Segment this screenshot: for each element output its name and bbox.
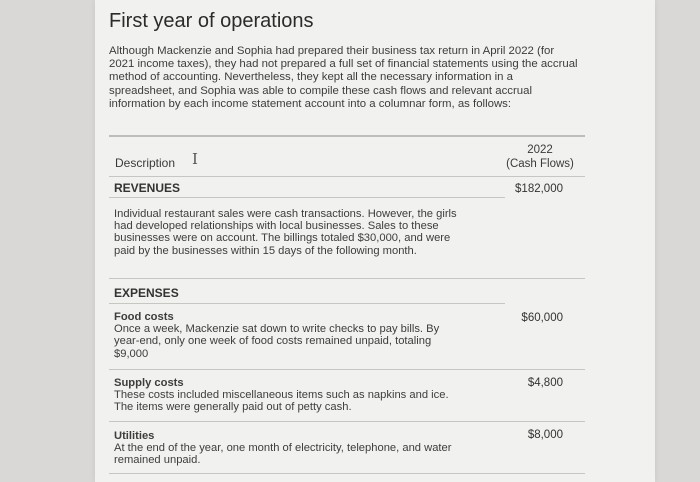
utilities-item bbox=[114, 430, 464, 467]
intro-paragraph: Although Mackenzie and Sophia had prepared their business tax return in April 2022 (for 2021 income taxes), they had not prepared a full set of financial statements using the accrual method of accounting. Nevertheless, they kept all the necessary information in a spreadsheet, and Sophia was able to compile these cash flows and relevant accrual information by each income statement account into a columnar form, as follows: bbox=[109, 45, 578, 110]
expenses-label: EXPENSES bbox=[114, 286, 179, 300]
supply-rule bbox=[109, 421, 585, 422]
supply-costs-amount: $4,800 bbox=[527, 377, 563, 389]
supply-costs-title: Supply costs bbox=[114, 377, 184, 389]
utilities-note: At the end of the year, one month of electricity, telephone, and water remained unpaid. bbox=[114, 442, 452, 467]
supply-costs-note: These costs included miscellaneous items such as napkins and ice. The items were generally paid out of petty cash. bbox=[114, 389, 449, 414]
bottom-rule bbox=[109, 473, 585, 474]
section-rule bbox=[109, 278, 585, 279]
table-top-rule bbox=[109, 135, 585, 137]
page-title: First year of operations bbox=[109, 10, 314, 32]
document-page bbox=[95, 0, 655, 482]
food-costs-title: Food costs bbox=[114, 311, 174, 323]
utilities-title: Utilities bbox=[114, 430, 155, 442]
header-rule bbox=[109, 176, 585, 177]
food-costs-note: Once a week, Mackenzie sat down to write checks to pay bills. By year-end, only one week of food costs remained unpaid, totaling $9,000 bbox=[114, 323, 440, 360]
utilities-amount: $8,000 bbox=[527, 429, 563, 441]
revenues-note: Individual restaurant sales were cash transactions. However, the girls had developed relationships with local businesses. Sales to these businesses were on account. The billings totaled $30,000, and were paid by the businesses within 15 days of the following month. bbox=[114, 208, 457, 257]
expenses-rule bbox=[109, 303, 505, 304]
supply-costs-item bbox=[114, 377, 464, 414]
revenues-label: REVENUES bbox=[114, 181, 181, 195]
food-costs-amount: $60,000 bbox=[521, 312, 563, 324]
column-header-subtitle: (Cash Flows) bbox=[506, 158, 574, 170]
food-costs-item bbox=[114, 311, 464, 360]
food-rule bbox=[109, 369, 585, 370]
revenues-amount: $182,000 bbox=[515, 183, 563, 195]
text-cursor-icon: I bbox=[192, 150, 198, 168]
column-header-year: 2022 bbox=[527, 144, 553, 156]
revenues-rule bbox=[109, 197, 505, 198]
column-header-description: Description bbox=[115, 156, 176, 170]
